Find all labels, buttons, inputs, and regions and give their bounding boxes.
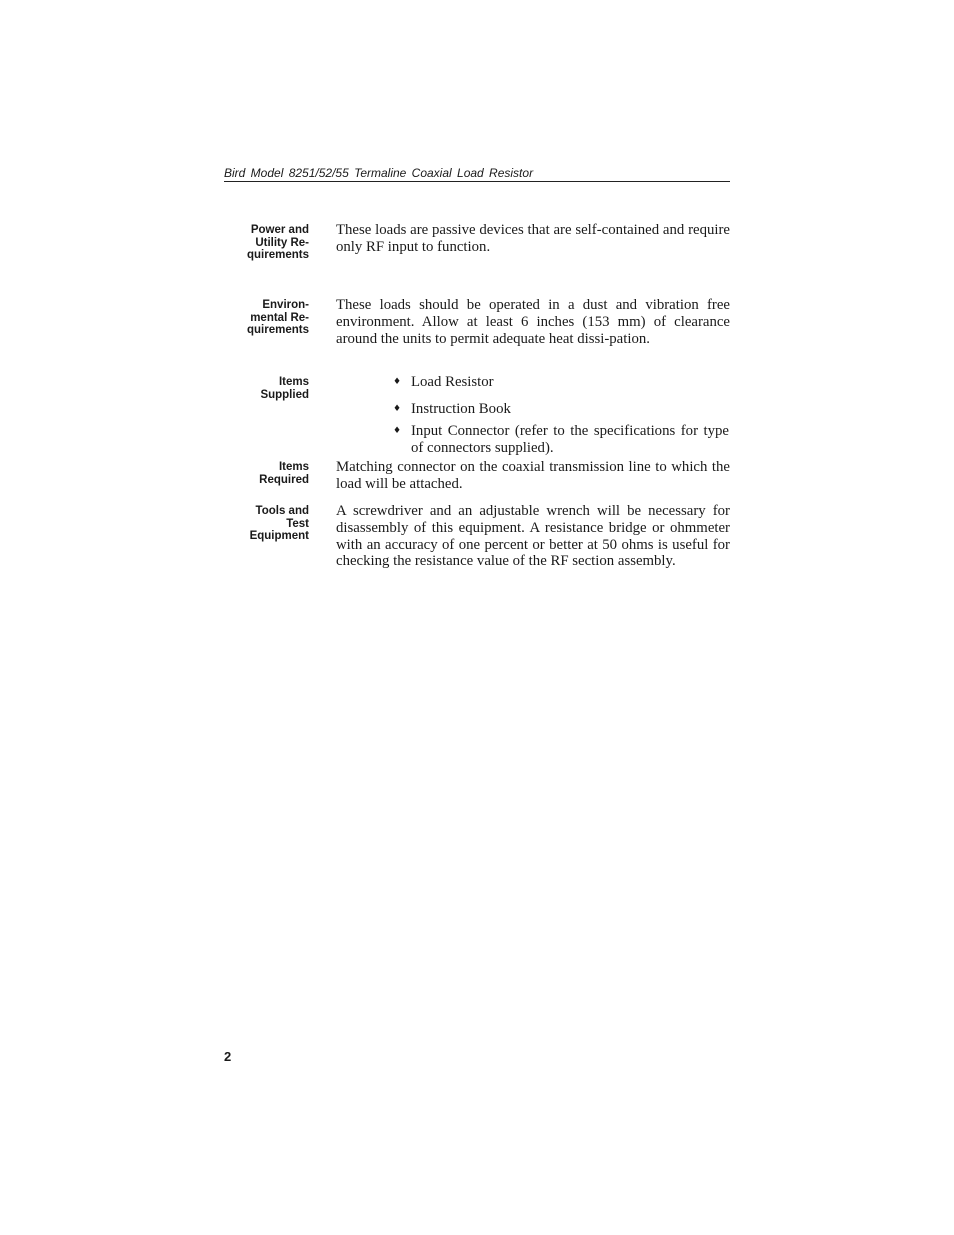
list-item: Instruction Book [411,401,511,417]
list-item: Input Connector (refer to the specifications for type of connectors supplied). [411,423,729,456]
paragraph-items-required: Matching connector on the coaxial transmission line to which the load will be attached. [336,459,730,492]
paragraph-environmental: These loads should be operated in a dust and vibration free environment. Allow at least 6 inches (153 mm) of clearance around the units to permit adequate heat dissi-pation. [336,297,730,347]
bullet-icon: ♦ [393,426,402,436]
page-number: 2 [224,1049,232,1064]
side-heading-items-required: Items Required [259,461,309,486]
side-heading-power: Power and Utility Re- quirements [247,224,309,262]
side-heading-items-supplied: Items Supplied [260,376,309,401]
bullet-icon: ♦ [393,377,402,387]
list-item: Load Resistor [411,374,494,390]
side-heading-environmental: Environ- mental Re- quirements [247,299,309,337]
paragraph-power: These loads are passive devices that are self-contained and require only RF input to function. [336,222,730,255]
bullet-icon: ♦ [393,404,402,414]
paragraph-tools: A screwdriver and an adjustable wrench will be necessary for disassembly of this equipment. A resistance bridge or ohmmeter with an accuracy of one percent or better at 50 ohms is useful for checking the resistance value of the RF section assembly. [336,503,730,570]
running-header: Bird Model 8251/52/55 Termaline Coaxial Load Resistor [224,166,730,182]
side-heading-tools: Tools and Test Equipment [249,505,309,543]
